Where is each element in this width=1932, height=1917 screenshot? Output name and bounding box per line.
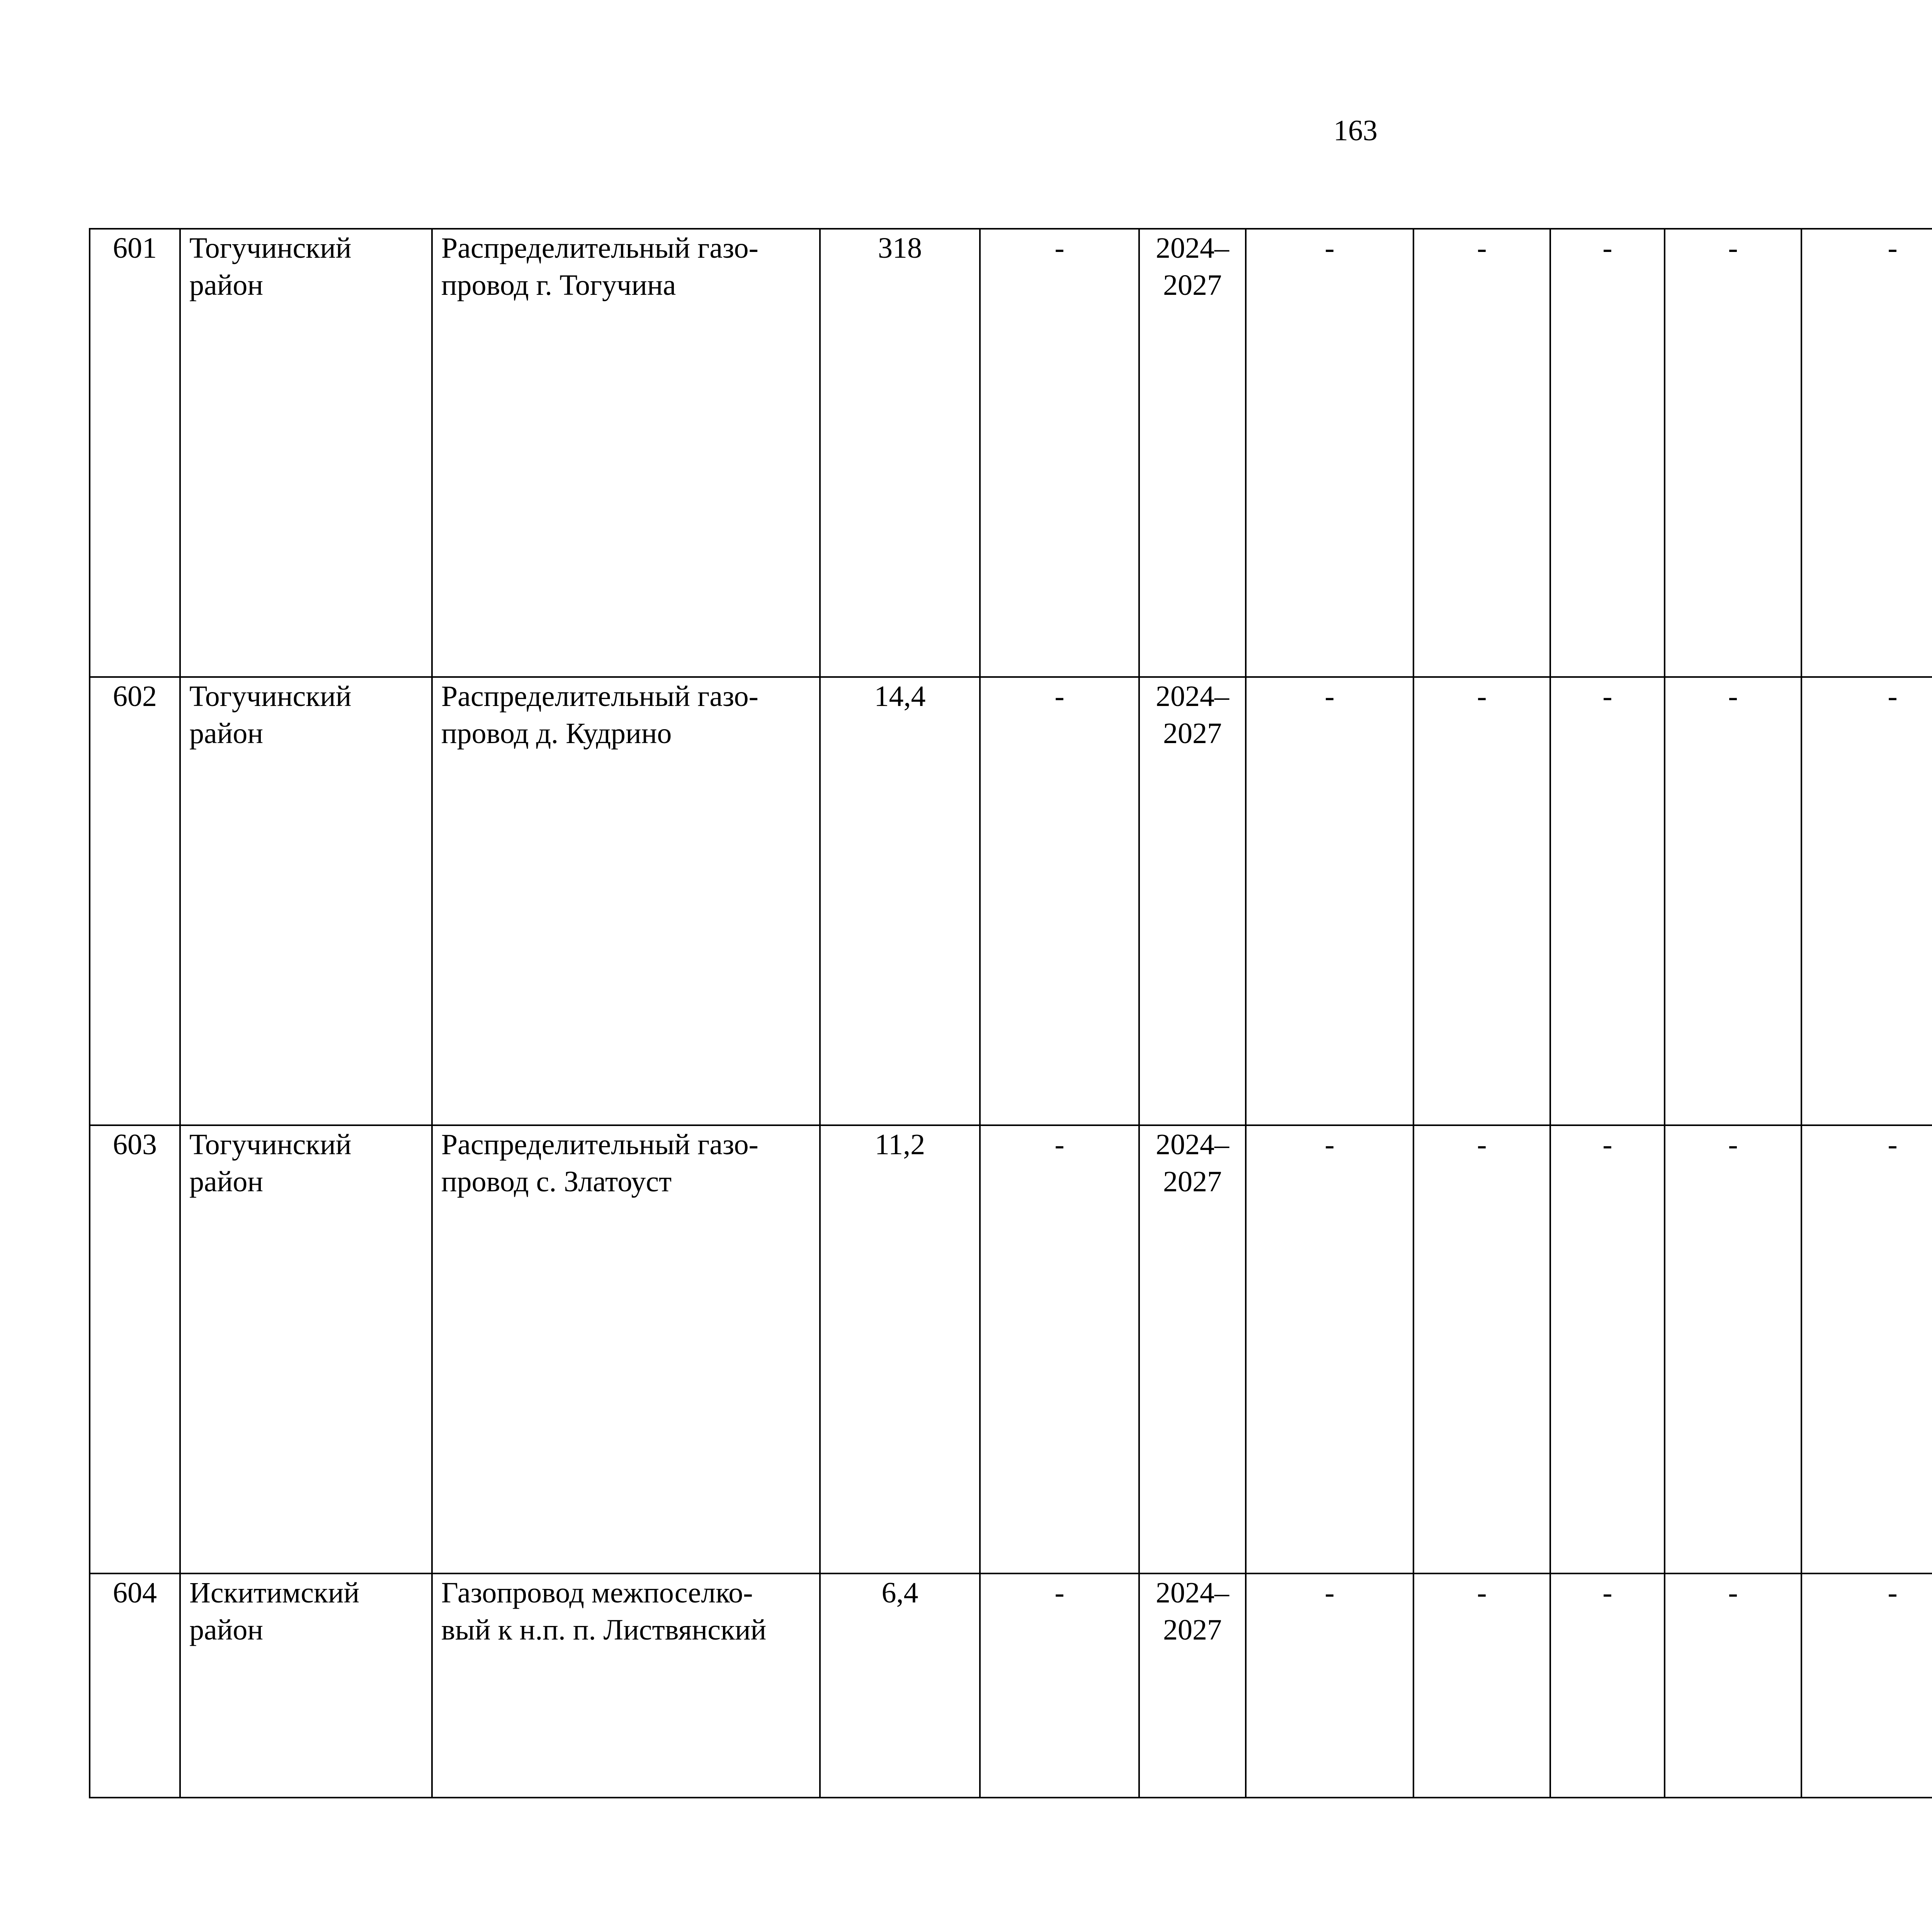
cell-line: провод г. Тогучина [441, 269, 676, 301]
column-10-cell [1665, 677, 1801, 1125]
cell-line: - [1054, 232, 1065, 264]
cell-line: - [1325, 1128, 1335, 1161]
column-5-cell [980, 1125, 1139, 1573]
cell-line: - [1477, 1128, 1487, 1161]
cell-line: 2027 [1163, 269, 1222, 301]
cell-line: 2024– [1156, 680, 1229, 713]
column-7-cell [1246, 677, 1413, 1125]
cell-line: 604 [113, 1577, 157, 1609]
district-cell [180, 1573, 432, 1798]
period-cell [1139, 1573, 1246, 1798]
cell-line: Распределительный газо- [441, 232, 759, 264]
cell-line: 11,2 [874, 1128, 925, 1161]
cell-line: - [1325, 232, 1335, 264]
column-10-cell [1665, 1125, 1801, 1573]
district-cell [180, 677, 432, 1125]
cell-line: Газопровод межпоселко- [441, 1577, 753, 1609]
column-9-cell [1550, 229, 1665, 677]
cell-line: - [1477, 680, 1487, 713]
cell-line: - [1888, 232, 1898, 264]
district-cell [180, 1125, 432, 1573]
column-8-cell [1413, 229, 1550, 677]
cell-line: 2024– [1156, 232, 1229, 264]
column-7-cell [1246, 229, 1413, 677]
length-cell [820, 677, 980, 1125]
cell-line: - [1602, 680, 1612, 713]
cell-line: Тогучинский [189, 680, 352, 713]
column-8-cell [1413, 1573, 1550, 1798]
cell-line: 601 [113, 232, 157, 264]
cell-line: - [1054, 1577, 1065, 1609]
period-cell [1139, 229, 1246, 677]
cell-line: - [1054, 680, 1065, 713]
cell-line: - [1602, 1128, 1612, 1161]
column-5-cell [980, 1573, 1139, 1798]
cell-line: 602 [113, 680, 157, 713]
row-number-cell [90, 229, 180, 677]
cell-line: Распределительный газо- [441, 1128, 759, 1161]
cell-line: вый к н.п. п. Листвянский [441, 1614, 767, 1646]
cell-line: Распределительный газо- [441, 680, 759, 713]
length-cell [820, 1125, 980, 1573]
column-5-cell [980, 677, 1139, 1125]
cell-line: провод с. Златоуст [441, 1165, 672, 1198]
cell-line: 603 [113, 1128, 157, 1161]
column-7-cell [1246, 1573, 1413, 1798]
length-cell [820, 229, 980, 677]
row-number-cell [90, 677, 180, 1125]
district-cell [180, 229, 432, 677]
cell-line: 2024– [1156, 1577, 1229, 1609]
table-row [90, 229, 1932, 677]
table-row [90, 1573, 1932, 1798]
cell-line: 14,4 [874, 680, 926, 713]
cell-line: - [1888, 680, 1898, 713]
table-row [90, 677, 1932, 1125]
cell-line: - [1325, 1577, 1335, 1609]
object-cell [432, 1125, 820, 1573]
cell-line: 6,4 [881, 1577, 918, 1609]
object-cell [432, 677, 820, 1125]
cell-line: 2027 [1163, 1165, 1222, 1198]
table-body [90, 229, 1932, 1798]
cell-line: 318 [878, 232, 922, 264]
row-number-cell [90, 1573, 180, 1798]
object-cell [432, 1573, 820, 1798]
length-cell [820, 1573, 980, 1798]
program-table [89, 228, 1932, 1798]
cell-line: - [1888, 1128, 1898, 1161]
object-cell [432, 229, 820, 677]
cell-line: - [1602, 232, 1612, 264]
cell-line: - [1054, 1128, 1065, 1161]
column-10-cell [1665, 229, 1801, 677]
column-8-cell [1413, 677, 1550, 1125]
column-7-cell [1246, 1125, 1413, 1573]
cell-line: Тогучинский [189, 1128, 352, 1161]
column-10-cell [1665, 1573, 1801, 1798]
cell-line: - [1477, 232, 1487, 264]
cell-line: район [189, 1165, 264, 1198]
cell-line: - [1728, 1577, 1738, 1609]
column-11-cell [1801, 229, 1932, 677]
period-cell [1139, 1125, 1246, 1573]
cell-line: - [1888, 1577, 1898, 1609]
column-9-cell [1550, 677, 1665, 1125]
cell-line: район [189, 717, 264, 750]
cell-line: - [1728, 680, 1738, 713]
cell-line: - [1728, 232, 1738, 264]
cell-line: - [1325, 680, 1335, 713]
period-cell [1139, 677, 1246, 1125]
column-9-cell [1550, 1573, 1665, 1798]
column-8-cell [1413, 1125, 1550, 1573]
cell-line: район [189, 269, 264, 301]
cell-line: 2027 [1163, 1614, 1222, 1646]
column-9-cell [1550, 1125, 1665, 1573]
row-number-cell [90, 1125, 180, 1573]
cell-line: провод д. Кудрино [441, 717, 672, 750]
page-number: 163 [1333, 114, 1378, 147]
cell-line: Тогучинский [189, 232, 352, 264]
cell-line: 2027 [1163, 717, 1222, 750]
cell-line: район [189, 1614, 264, 1646]
cell-line: Искитимский [189, 1577, 360, 1609]
table-row [90, 1125, 1932, 1573]
column-11-cell [1801, 677, 1932, 1125]
column-11-cell [1801, 1125, 1932, 1573]
cell-line: - [1477, 1577, 1487, 1609]
column-5-cell [980, 229, 1139, 677]
cell-line: - [1602, 1577, 1612, 1609]
cell-line: 2024– [1156, 1128, 1229, 1161]
column-11-cell [1801, 1573, 1932, 1798]
cell-line: - [1728, 1128, 1738, 1161]
